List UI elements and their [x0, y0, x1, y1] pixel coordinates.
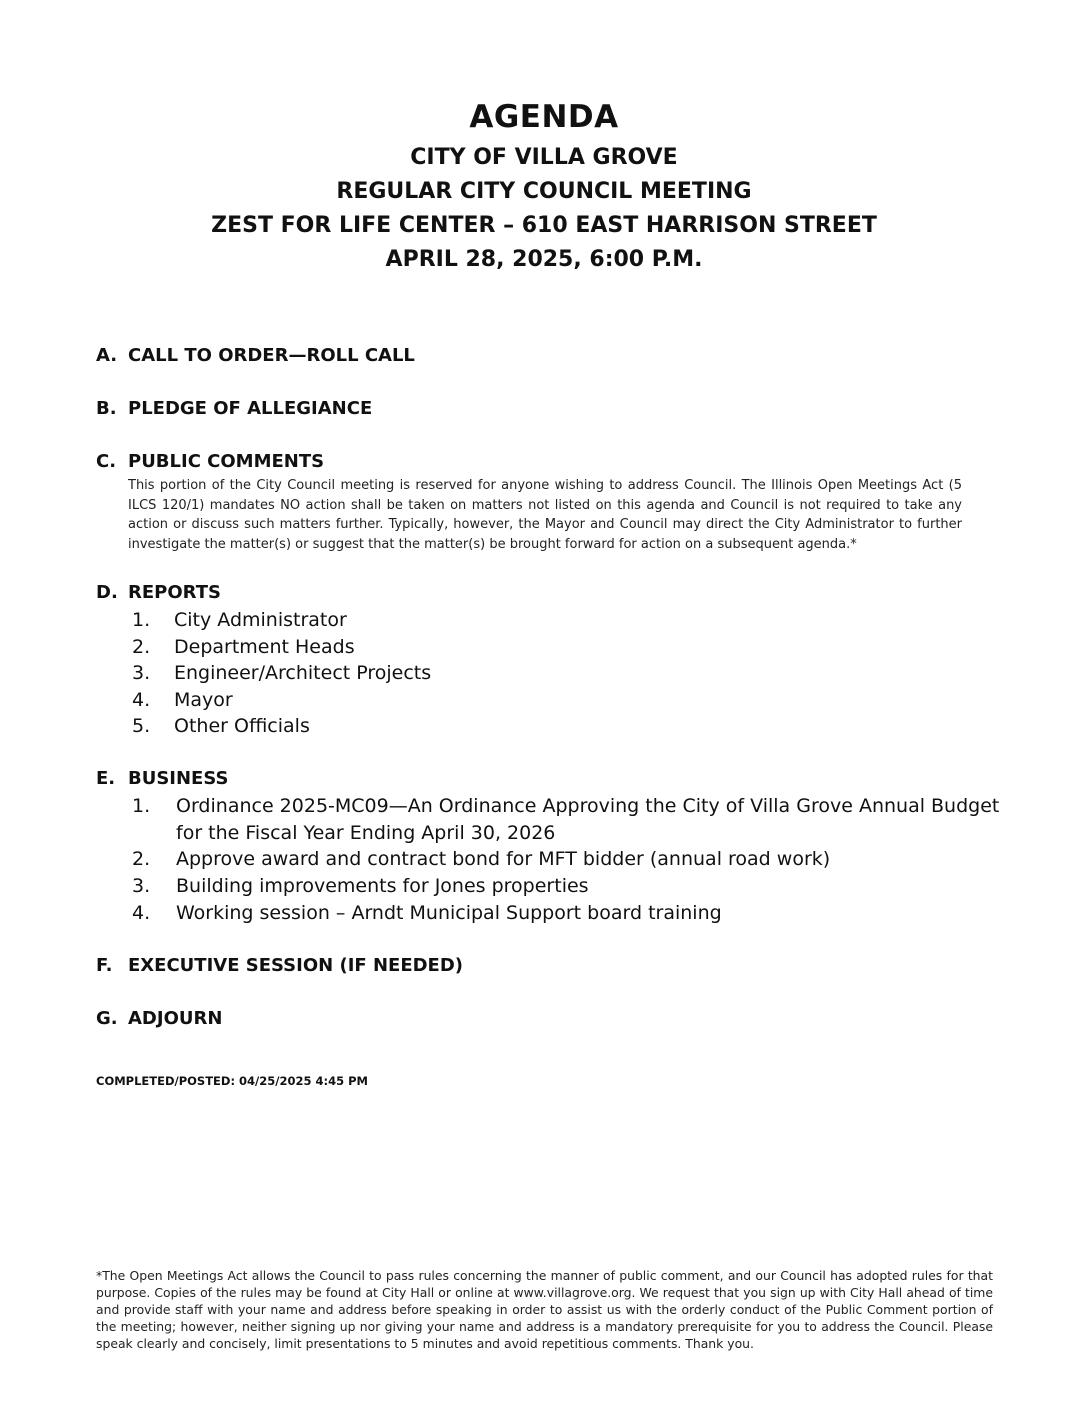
section-e	[96, 768, 228, 789]
section-letter: D.	[96, 582, 118, 603]
section-letter: C.	[96, 451, 117, 472]
item-text: Engineer/Architect Projects	[174, 662, 432, 684]
section-a	[96, 345, 415, 366]
section-f	[96, 955, 463, 976]
section-letter: B.	[96, 398, 117, 419]
item-number: 2.	[132, 848, 151, 870]
item-number: 1.	[132, 795, 151, 817]
section-letter: A.	[96, 345, 118, 366]
posted-timestamp: COMPLETED/POSTED: 04/25/2025 4:45 PM	[96, 1074, 368, 1088]
city-name: CITY OF VILLA GROVE	[410, 145, 678, 170]
item-text: City Administrator	[174, 609, 347, 631]
item-number: 4.	[132, 688, 151, 711]
agenda-title: AGENDA	[469, 99, 619, 135]
section-letter: E.	[96, 768, 116, 789]
meeting-type: REGULAR CITY COUNCIL MEETING	[336, 179, 752, 204]
meeting-datetime: APRIL 28, 2025, 6:00 P.M.	[385, 247, 703, 272]
section-heading: BUSINESS	[128, 768, 229, 789]
section-letter: G.	[96, 1008, 118, 1029]
item-number: 4.	[132, 902, 151, 924]
section-d	[96, 582, 221, 603]
section-heading: ADJOURN	[128, 1008, 223, 1029]
item-number: 5.	[132, 715, 151, 737]
item-text: Approve award and contract bond for MFT bidder (annual road work)	[176, 848, 831, 870]
section-heading: REPORTS	[128, 582, 221, 603]
section-letter: F.	[96, 955, 113, 976]
item-text: Building improvements for Jones properties	[176, 875, 589, 897]
section-heading: EXECUTIVE SESSION (IF NEEDED)	[128, 955, 464, 976]
item-number: 3.	[132, 875, 151, 897]
section-heading: CALL TO ORDER—ROLL CALL	[128, 345, 415, 366]
section-g	[96, 1008, 222, 1029]
item-text: Ordinance 2025-MC09—An Ordinance Approving the City of Villa Grove Annual Budget for the Fiscal Year Ending April 30, 2026	[176, 795, 1000, 844]
item-number: 1.	[132, 609, 151, 631]
section-b	[96, 398, 372, 419]
public-comments-note: This portion of the City Council meeting is reserved for anyone wishing to address Council. The Illinois Open Meetings Act (5 ILCS 120/1) mandates NO action shall be taken on matters not listed on this agenda and Council is not required to take any action or discuss such matters further. Typically, however, the Mayor and Council may direct the City Administrator to further investigate the matter(s) or suggest that the matter(s) be brought forward for action on a subsequent agenda.*	[128, 478, 962, 552]
item-text: Department Heads	[174, 635, 355, 658]
item-text: Working session – Arndt Municipal Support board training	[176, 902, 722, 924]
item-number: 3.	[132, 662, 151, 684]
meeting-location: ZEST FOR LIFE CENTER – 610 EAST HARRISON STREET	[211, 213, 877, 238]
section-c	[96, 451, 324, 472]
item-text: Mayor	[174, 688, 233, 711]
section-heading: PUBLIC COMMENTS	[128, 451, 325, 472]
item-number: 2.	[132, 635, 151, 658]
footnote: *The Open Meetings Act allows the Council to pass rules concerning the manner of public comment, and our Council has adopted rules for that purpose. Copies of the rules may be found at City Hall or online at www.villagrove.org. We request that you sign up with City Hall ahead of time and provide staff with your name and address before speaking in order to assist us with the orderly conduct of the Public Comment portion of the meeting; however, neither signing up nor giving your name and address is a mandatory prerequisite for you to address the Council. Please speak clearly and concisely, limit presentations to 5 minutes and avoid repetitious comments. Thank you.	[96, 1268, 993, 1351]
section-heading: PLEDGE OF ALLEGIANCE	[128, 398, 373, 419]
item-text: Other Officials	[174, 715, 310, 737]
